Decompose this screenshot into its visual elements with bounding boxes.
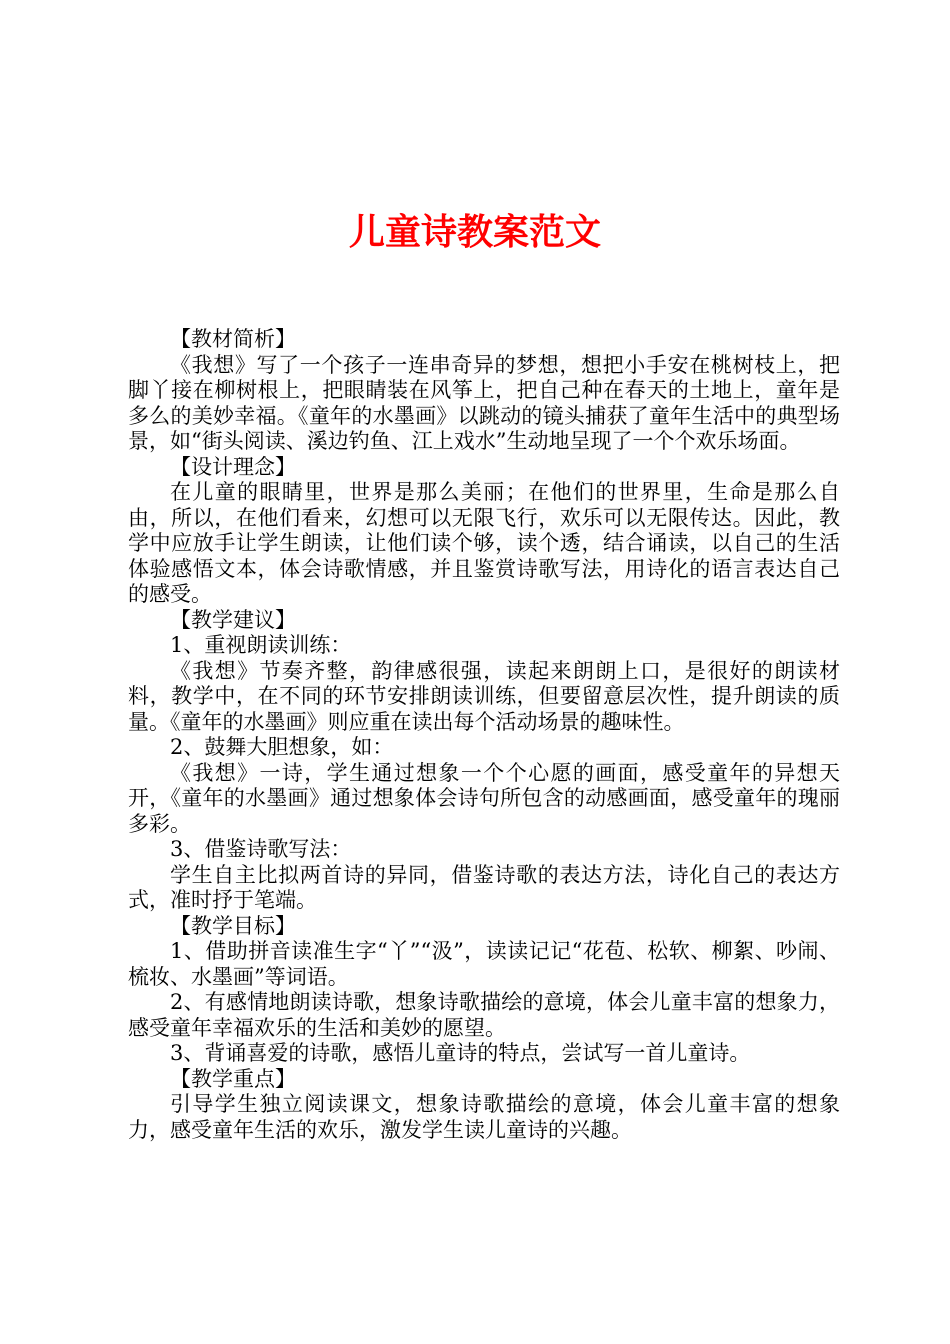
paragraph-teaching-focus: 引导学生独立阅读课文，想象诗歌描绘的意境，体会儿童丰富的想象力，感受童年生活的欢乐，激发学生读儿童诗的兴趣。 xyxy=(128,1092,840,1142)
suggestion-2-heading: 2、鼓舞大胆想象，如： xyxy=(170,735,394,759)
section-heading-teaching-suggestions: 【教学建议】 xyxy=(170,607,296,632)
goal-3: 3、背诵喜爱的诗歌，感悟儿童诗的特点，尝试写一首儿童诗。 xyxy=(170,1041,751,1065)
suggestion-1-text: 《我想》节奏齐整，韵律感很强，读起来朗朗上口，是很好的朗读材料，教学中，在不同的环节安排朗读训练，但要留意层次性，提升朗读的质量。《童年的水墨画》则应重在读出每个活动场景的趣味性。 xyxy=(128,658,840,734)
paragraph-textbook-analysis: 《我想》写了一个孩子一连串奇异的梦想，想把小手安在桃树枝上，把脚丫接在柳树根上，把眼睛装在风筝上，把自己种在春天的土地上，童年是多么的美妙幸福。《童年的水墨画》以跳动的镜头捕获了童年生活中的典型场景，如“街头阅读、溪边钓鱼、江上戏水”生动地呈现了一个个欢乐场面。 xyxy=(128,352,840,453)
document-title: 儿童诗教案范文 xyxy=(348,211,601,253)
goal-2: 2、有感情地朗读诗歌，想象诗歌描绘的意境，体会儿童丰富的想象力，感受童年幸福欢乐的生活和美妙的愿望。 xyxy=(128,990,840,1040)
section-heading-design-concept: 【设计理念】 xyxy=(170,454,296,479)
suggestion-3-text: 学生自主比拟两首诗的异同，借鉴诗歌的表达方法，诗化自己的表达方式，准时抒于笔端。 xyxy=(128,862,840,912)
document-body xyxy=(128,327,840,1143)
section-heading-teaching-goals: 【教学目标】 xyxy=(170,913,296,938)
section-heading-textbook-analysis: 【教材简析】 xyxy=(170,327,296,351)
suggestion-1-heading: 1、重视朗读训练： xyxy=(170,633,352,657)
suggestion-2-text: 《我想》一诗，学生通过想象一个个心愿的画面，感受童年的异想天开，《童年的水墨画》通过想象体会诗句所包含的动感画面，感受童年的瑰丽多彩。 xyxy=(128,760,840,836)
suggestion-3-heading: 3、借鉴诗歌写法： xyxy=(170,837,352,861)
paragraph-design-concept: 在儿童的眼睛里，世界是那么美丽；在他们的世界里，生命是那么自由，所以，在他们看来，幻想可以无限飞行，欢乐可以无限传达。因此，教学中应放手让学生朗读，让他们读个够，读个透，结合诵读，以自己的生活体验感悟文本，体会诗歌情感，并且鉴赏诗歌写法，用诗化的语言表达自己的感受。 xyxy=(128,480,840,606)
goal-1: 1、借助拼音读准生字“丫”“汲”，读读记记“花苞、松软、柳絮、吵闹、梳妆、水墨画”等词语。 xyxy=(128,939,840,989)
section-heading-teaching-focus: 【教学重点】 xyxy=(170,1066,296,1091)
